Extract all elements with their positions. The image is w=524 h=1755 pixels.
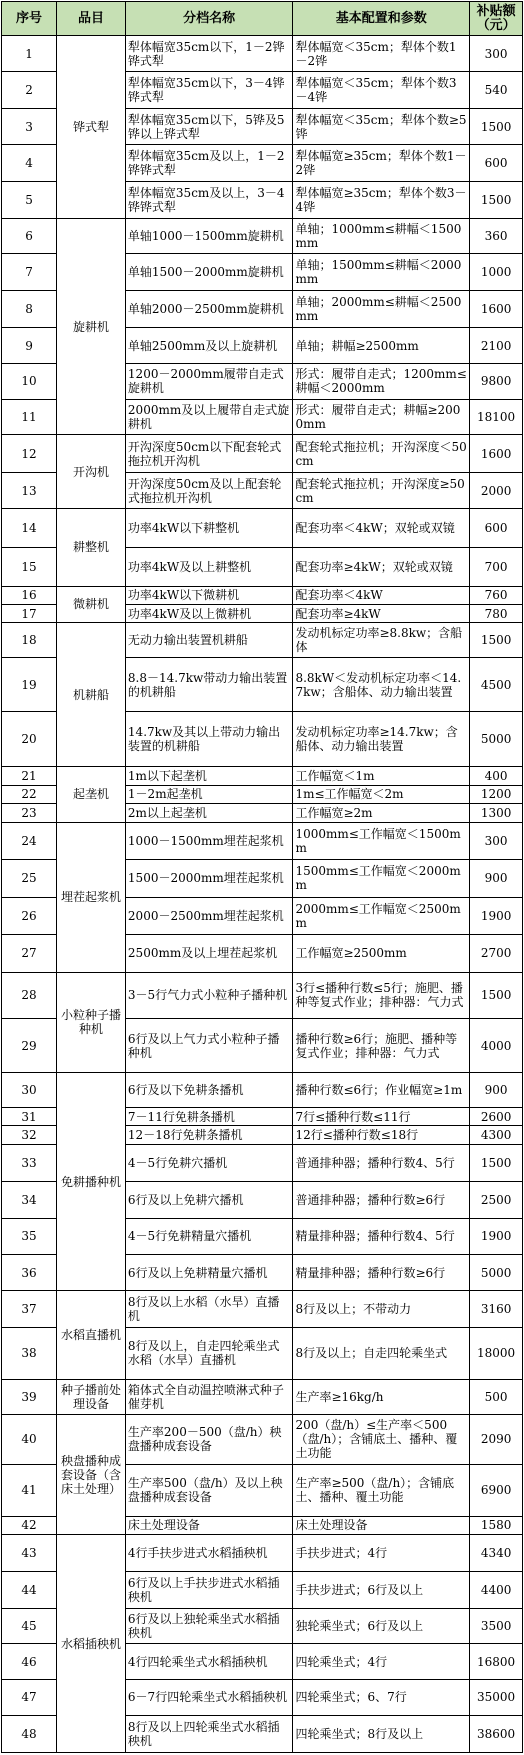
subsidy-amount: 4500 <box>470 658 523 712</box>
tier-name: 1500－2000mm埋茬起浆机 <box>125 860 293 898</box>
table-row <box>2 1073 523 1108</box>
subsidy-amount: 18100 <box>470 400 523 435</box>
config-params: 单轴；2000mm≤耕幅＜2500mm <box>293 290 470 328</box>
tier-name: 8行及以上四轮乘坐式水稻插秧机 <box>125 1716 293 1753</box>
category-cell: 起垄机 <box>57 767 126 822</box>
subsidy-amount: 900 <box>470 1073 523 1108</box>
subsidy-amount: 2700 <box>470 935 523 973</box>
row-number: 34 <box>2 1182 57 1218</box>
subsidy-amount: 1200 <box>470 786 523 804</box>
tier-name: 2000－2500mm埋茬起浆机 <box>125 897 293 935</box>
table-row <box>2 1535 523 1571</box>
row-number: 14 <box>2 509 57 548</box>
category-cell: 种子播前处理设备 <box>57 1379 126 1414</box>
config-params: 配套轮式拖拉机；开沟深度≥50cm <box>293 472 470 508</box>
config-params: 配套轮式拖拉机；开沟深度＜50cm <box>293 435 470 473</box>
subsidy-amount: 300 <box>470 822 523 860</box>
table-row <box>2 586 523 605</box>
row-number: 16 <box>2 586 57 605</box>
tier-name: 1m以下起垄机 <box>125 767 293 786</box>
row-number: 17 <box>2 605 57 623</box>
row-number: 42 <box>2 1516 57 1535</box>
row-number: 45 <box>2 1609 57 1644</box>
subsidy-amount: 1500 <box>470 1144 523 1182</box>
config-params: 配套功率＜4kW <box>293 586 470 605</box>
config-params: 1m≤工作幅宽＜2m <box>293 786 470 804</box>
subsidy-amount: 2500 <box>470 1182 523 1218</box>
subsidy-amount: 700 <box>470 547 523 586</box>
tier-name: 1－2m起垄机 <box>125 786 293 804</box>
subsidy-amount: 1900 <box>470 897 523 935</box>
row-number: 40 <box>2 1415 57 1465</box>
row-number: 27 <box>2 935 57 973</box>
tier-name: 功率4kW以下耕整机 <box>125 509 293 548</box>
subsidy-amount: 9800 <box>470 363 523 399</box>
subsidy-amount: 2090 <box>470 1415 523 1465</box>
config-params: 2000mm≤工作幅宽＜2500mm <box>293 897 470 935</box>
tier-name: 6行及以上独轮乘坐式水稻插秧机 <box>125 1609 293 1644</box>
subsidy-amount: 4400 <box>470 1571 523 1609</box>
row-number: 26 <box>2 897 57 935</box>
row-number: 1 <box>2 36 57 72</box>
row-number: 35 <box>2 1218 57 1254</box>
tier-name: 生产率200－500（盘/h）秧盘播种成套设备 <box>125 1415 293 1465</box>
tier-name: 4－5行免耕精量穴播机 <box>125 1218 293 1254</box>
tier-name: 2000mm及以上履带自走式旋耕机 <box>125 400 293 435</box>
config-params: 配套功率＜4kW；双轮或双镜 <box>293 509 470 548</box>
row-number: 48 <box>2 1716 57 1753</box>
config-params: 形式：履带自走式；耕幅≥2000mm <box>293 400 470 435</box>
subsidy-amount: 600 <box>470 145 523 181</box>
row-number: 21 <box>2 767 57 786</box>
subsidy-table-container <box>1 1 523 1753</box>
subsidy-amount: 3160 <box>470 1291 523 1327</box>
config-params: 精量排种器；播种行数4、5行 <box>293 1218 470 1254</box>
header-no: 序号 <box>2 2 57 36</box>
row-number: 46 <box>2 1644 57 1679</box>
tier-name: 功率4kW以下微耕机 <box>125 586 293 605</box>
subsidy-amount: 2100 <box>470 328 523 363</box>
row-number: 19 <box>2 658 57 712</box>
table-body <box>2 36 523 1753</box>
config-params: 犁体幅宽≥35cm；犁体个数1－2铧 <box>293 145 470 181</box>
table-row <box>2 622 523 657</box>
row-number: 43 <box>2 1535 57 1571</box>
tier-name: 6－7行四轮乘坐式水稻插秧机 <box>125 1679 293 1715</box>
subsidy-amount: 360 <box>470 219 523 254</box>
subsidy-amount: 4300 <box>470 1125 523 1144</box>
header-row <box>2 2 523 36</box>
row-number: 33 <box>2 1144 57 1182</box>
config-params: 1500mm≤工作幅宽＜2000mm <box>293 860 470 898</box>
config-params: 生产率≥500（盘/h）；含铺底土、播种、覆土功能 <box>293 1464 470 1516</box>
table-row <box>2 1415 523 1465</box>
subsidy-amount: 540 <box>470 72 523 108</box>
config-params: 8.8kW＜发动机标定功率＜14.7kw；含船体、动力输出装置 <box>293 658 470 712</box>
row-number: 6 <box>2 219 57 254</box>
row-number: 36 <box>2 1255 57 1291</box>
subsidy-amount: 780 <box>470 605 523 623</box>
category-cell: 机耕船 <box>57 622 126 767</box>
subsidy-amount: 1300 <box>470 803 523 822</box>
subsidy-amount: 2000 <box>470 472 523 508</box>
tier-name: 4行手扶步进式水稻插秧机 <box>125 1535 293 1571</box>
config-params: 1000mm≤工作幅宽＜1500mm <box>293 822 470 860</box>
header-subsidy: 补贴额（元） <box>470 2 523 36</box>
subsidy-amount: 4340 <box>470 1535 523 1571</box>
tier-name: 3－5行气力式小粒种子播种机 <box>125 972 293 1018</box>
category-cell: 水稻直播机 <box>57 1291 126 1379</box>
tier-name: 犁体幅宽35cm及以上，3－4铧铧式犁 <box>125 181 293 219</box>
tier-name: 开沟深度50cm以下配套轮式拖拉机开沟机 <box>125 435 293 473</box>
row-number: 31 <box>2 1108 57 1126</box>
tier-name: 6行及以下免耕条播机 <box>125 1073 293 1108</box>
subsidy-amount: 600 <box>470 509 523 548</box>
subsidy-amount: 1600 <box>470 435 523 473</box>
config-params: 发动机标定功率≥8.8kw；含船体 <box>293 622 470 657</box>
config-params: 四轮乘坐式；6、7行 <box>293 1679 470 1715</box>
category-cell: 水稻插秧机 <box>57 1535 126 1753</box>
subsidy-amount: 1600 <box>470 290 523 328</box>
tier-name: 单轴2500mm及以上旋耕机 <box>125 328 293 363</box>
row-number: 41 <box>2 1464 57 1516</box>
config-params: 工作幅宽≥2500mm <box>293 935 470 973</box>
row-number: 25 <box>2 860 57 898</box>
config-params: 手扶步进式；4行 <box>293 1535 470 1571</box>
category-cell: 免耕播种机 <box>57 1073 126 1291</box>
config-params: 播种行数≤6行；作业幅宽≥1m <box>293 1073 470 1108</box>
config-params: 犁体幅宽＜35cm；犁体个数3－4铧 <box>293 72 470 108</box>
config-params: 精量排种器；播种行数≥6行 <box>293 1255 470 1291</box>
table-row <box>2 435 523 473</box>
config-params: 犁体幅宽≥35cm；犁体个数3－4铧 <box>293 181 470 219</box>
tier-name: 4－5行免耕穴播机 <box>125 1144 293 1182</box>
tier-name: 6行及以上免耕穴播机 <box>125 1182 293 1218</box>
row-number: 13 <box>2 472 57 508</box>
tier-name: 12－18行免耕条播机 <box>125 1125 293 1144</box>
row-number: 10 <box>2 363 57 399</box>
subsidy-amount: 38600 <box>470 1716 523 1753</box>
subsidy-amount: 35000 <box>470 1679 523 1715</box>
config-params: 工作幅宽＜1m <box>293 767 470 786</box>
subsidy-amount: 900 <box>470 860 523 898</box>
category-cell: 秧盘播种成套设备（含床土处理） <box>57 1415 126 1535</box>
row-number: 12 <box>2 435 57 473</box>
row-number: 22 <box>2 786 57 804</box>
tier-name: 箱体式全自动温控喷淋式种子催芽机 <box>125 1379 293 1414</box>
tier-name: 功率4kW及以上耕整机 <box>125 547 293 586</box>
tier-name: 4行四轮乘坐式水稻插秧机 <box>125 1644 293 1679</box>
config-params: 四轮乘坐式；8行及以上 <box>293 1716 470 1753</box>
tier-name: 功率4kW及以上微耕机 <box>125 605 293 623</box>
row-number: 8 <box>2 290 57 328</box>
category-cell: 开沟机 <box>57 435 126 509</box>
tier-name: 8.8－14.7kw带动力输出装置的机耕船 <box>125 658 293 712</box>
subsidy-amount: 1900 <box>470 1218 523 1254</box>
category-cell: 埋茬起浆机 <box>57 822 126 972</box>
tier-name: 6行及以上气力式小粒种子播种机 <box>125 1018 293 1072</box>
config-params: 单轴；1500mm≤耕幅＜2000mm <box>293 254 470 290</box>
tier-name: 床土处理设备 <box>125 1516 293 1535</box>
tier-name: 14.7kw及其以上带动力输出装置的机耕船 <box>125 712 293 767</box>
config-params: 配套功率≥4kW <box>293 605 470 623</box>
subsidy-amount: 1500 <box>470 622 523 657</box>
row-number: 9 <box>2 328 57 363</box>
config-params: 工作幅宽≥2m <box>293 803 470 822</box>
header-category: 品目 <box>57 2 126 36</box>
tier-name: 2m以上起垄机 <box>125 803 293 822</box>
row-number: 2 <box>2 72 57 108</box>
table-row <box>2 509 523 548</box>
tier-name: 犁体幅宽35cm以下，5铧及5铧以上铧式犁 <box>125 108 293 144</box>
config-params: 犁体幅宽＜35cm；犁体个数1－2铧 <box>293 36 470 72</box>
table-row <box>2 1291 523 1327</box>
config-params: 7行≤播种行数≤11行 <box>293 1108 470 1126</box>
table-row <box>2 822 523 860</box>
row-number: 23 <box>2 803 57 822</box>
config-params: 3行≤播种行数≤5行；施肥、播种等复式作业；排种器：气力式 <box>293 972 470 1018</box>
subsidy-amount: 400 <box>470 767 523 786</box>
category-cell: 铧式犁 <box>57 36 126 219</box>
tier-name: 无动力输出装置机耕船 <box>125 622 293 657</box>
config-params: 手扶步进式；6行及以上 <box>293 1571 470 1609</box>
row-number: 32 <box>2 1125 57 1144</box>
row-number: 15 <box>2 547 57 586</box>
subsidy-amount: 16800 <box>470 1644 523 1679</box>
config-params: 形式：履带自走式；1200mm≤耕幅＜2000mm <box>293 363 470 399</box>
subsidy-amount: 1500 <box>470 181 523 219</box>
config-params: 四轮乘坐式；4行 <box>293 1644 470 1679</box>
row-number: 3 <box>2 108 57 144</box>
row-number: 4 <box>2 145 57 181</box>
tier-name: 开沟深度50cm及以上配套轮式拖拉机开沟机 <box>125 472 293 508</box>
config-params: 播种行数≥6行；施肥、播种等复式作业；排种器：气力式 <box>293 1018 470 1072</box>
tier-name: 7－11行免耕条播机 <box>125 1108 293 1126</box>
subsidy-amount: 6900 <box>470 1464 523 1516</box>
tier-name: 1000－1500mm埋茬起浆机 <box>125 822 293 860</box>
config-params: 200（盘/h）≤生产率＜500（盘/h）；含铺底土、播种、覆土功能 <box>293 1415 470 1465</box>
subsidy-amount: 1000 <box>470 254 523 290</box>
tier-name: 单轴1000－1500mm旋耕机 <box>125 219 293 254</box>
row-number: 28 <box>2 972 57 1018</box>
config-params: 生产率≥16kg/h <box>293 1379 470 1414</box>
table-row <box>2 219 523 254</box>
table-row <box>2 972 523 1018</box>
category-cell: 耕整机 <box>57 509 126 586</box>
tier-name: 8行及以上，自走四轮乘坐式水稻（水旱）直播机 <box>125 1327 293 1379</box>
tier-name: 生产率500（盘/h）及以上秧盘播种成套设备 <box>125 1464 293 1516</box>
table-row <box>2 767 523 786</box>
config-params: 8行及以上；不带动力 <box>293 1291 470 1327</box>
config-params: 配套功率≥4kW；双轮或双镜 <box>293 547 470 586</box>
subsidy-amount: 5000 <box>470 1255 523 1291</box>
tier-name: 犁体幅宽35cm以下，1－2铧铧式犁 <box>125 36 293 72</box>
subsidy-amount: 3500 <box>470 1609 523 1644</box>
row-number: 38 <box>2 1327 57 1379</box>
config-params: 单轴；1000mm≤耕幅＜1500mm <box>293 219 470 254</box>
row-number: 5 <box>2 181 57 219</box>
row-number: 29 <box>2 1018 57 1072</box>
tier-name: 6行及以上免耕精量穴播机 <box>125 1255 293 1291</box>
tier-name: 6行及以上手扶步进式水稻插秧机 <box>125 1571 293 1609</box>
row-number: 18 <box>2 622 57 657</box>
subsidy-amount: 1500 <box>470 108 523 144</box>
category-cell: 微耕机 <box>57 586 126 622</box>
config-params: 12行≤播种行数≤18行 <box>293 1125 470 1144</box>
tier-name: 犁体幅宽35cm以下，3－4铧铧式犁 <box>125 72 293 108</box>
subsidy-amount: 1500 <box>470 972 523 1018</box>
config-params: 单轴；耕幅≥2500mm <box>293 328 470 363</box>
tier-name: 1200－2000mm履带自走式旋耕机 <box>125 363 293 399</box>
row-number: 30 <box>2 1073 57 1108</box>
category-cell: 小粒种子播种机 <box>57 972 126 1072</box>
subsidy-amount: 2600 <box>470 1108 523 1126</box>
row-number: 37 <box>2 1291 57 1327</box>
row-number: 47 <box>2 1679 57 1715</box>
config-params: 普通排种器；播种行数4、5行 <box>293 1144 470 1182</box>
category-cell: 旋耕机 <box>57 219 126 435</box>
subsidy-amount: 4000 <box>470 1018 523 1072</box>
tier-name: 犁体幅宽35cm及以上，1－2铧铧式犁 <box>125 145 293 181</box>
row-number: 24 <box>2 822 57 860</box>
row-number: 39 <box>2 1379 57 1414</box>
config-params: 发动机标定功率≥14.7kw；含船体、动力输出装置 <box>293 712 470 767</box>
table-row <box>2 1379 523 1414</box>
header-name: 分档名称 <box>125 2 293 36</box>
row-number: 44 <box>2 1571 57 1609</box>
tier-name: 单轴2000－2500mm旋耕机 <box>125 290 293 328</box>
subsidy-amount: 5000 <box>470 712 523 767</box>
tier-name: 2500mm及以上埋茬起浆机 <box>125 935 293 973</box>
subsidy-table <box>1 1 523 1753</box>
config-params: 普通排种器；播种行数≥6行 <box>293 1182 470 1218</box>
subsidy-amount: 300 <box>470 36 523 72</box>
subsidy-amount: 18000 <box>470 1327 523 1379</box>
config-params: 犁体幅宽＜35cm；犁体个数≥5铧 <box>293 108 470 144</box>
row-number: 7 <box>2 254 57 290</box>
subsidy-amount: 760 <box>470 586 523 605</box>
tier-name: 单轴1500－2000mm旋耕机 <box>125 254 293 290</box>
tier-name: 8行及以上水稻（水旱）直播机 <box>125 1291 293 1327</box>
config-params: 8行及以上；自走四轮乘坐式 <box>293 1327 470 1379</box>
table-row <box>2 36 523 72</box>
header-config: 基本配置和参数 <box>293 2 470 36</box>
row-number: 20 <box>2 712 57 767</box>
config-params: 床土处理设备 <box>293 1516 470 1535</box>
subsidy-amount: 1580 <box>470 1516 523 1535</box>
config-params: 独轮乘坐式；6行及以上 <box>293 1609 470 1644</box>
row-number: 11 <box>2 400 57 435</box>
subsidy-amount: 500 <box>470 1379 523 1414</box>
